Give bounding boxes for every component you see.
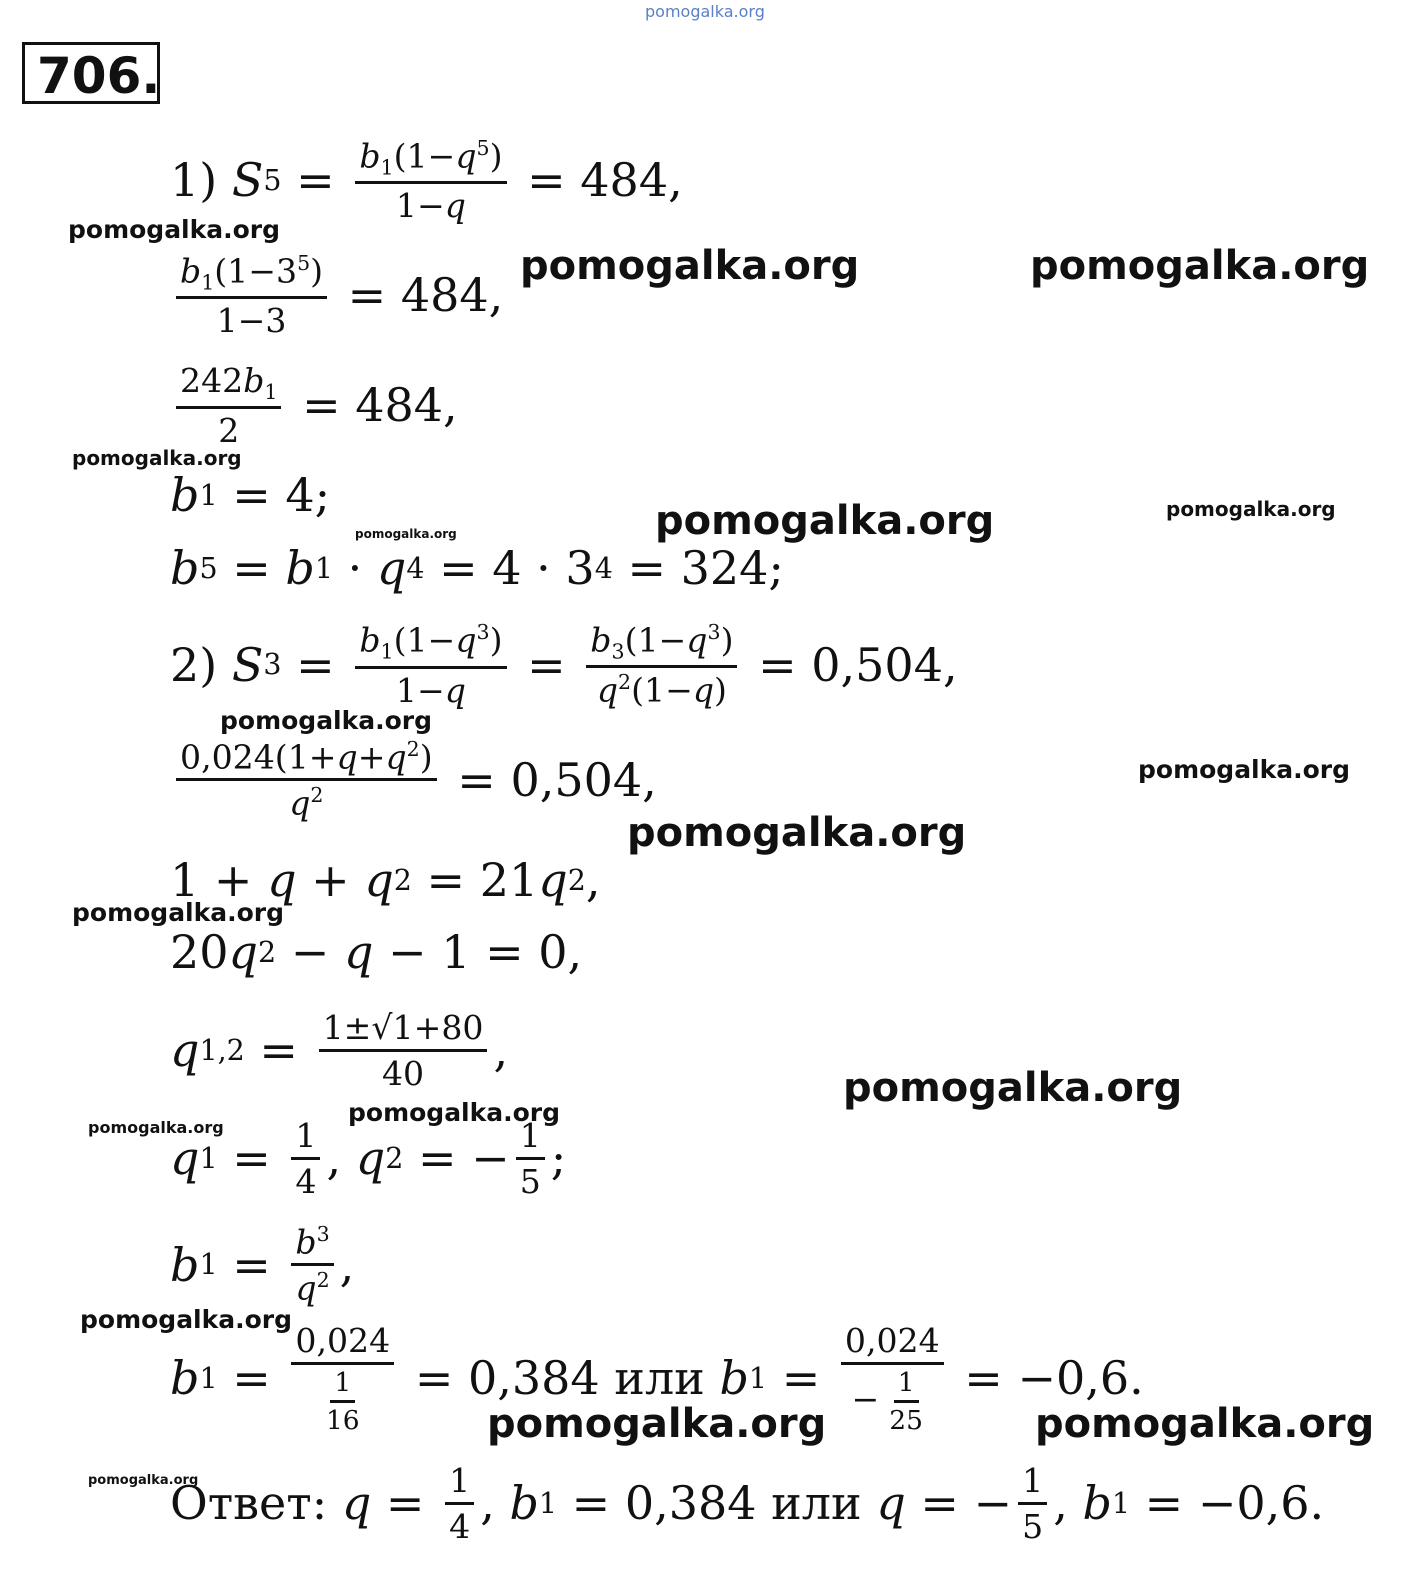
math-variable: q bbox=[355, 1131, 386, 1185]
math-text: = bbox=[281, 153, 350, 208]
math-text: ) bbox=[419, 737, 433, 777]
math-text: 0,024 bbox=[295, 1320, 391, 1360]
math-text: − 1 = 0, bbox=[373, 925, 583, 979]
math-text: = bbox=[371, 1476, 440, 1530]
fraction bbox=[885, 1367, 927, 1436]
math-text: (1− bbox=[624, 620, 687, 660]
watermark: pomogalka.org bbox=[68, 215, 281, 244]
math-variable: b bbox=[170, 541, 200, 595]
fraction bbox=[319, 1008, 488, 1093]
math-variable: S bbox=[231, 637, 264, 692]
superscript: 2 bbox=[258, 935, 277, 969]
math-variable: b bbox=[1082, 1476, 1112, 1530]
math-text: 40 bbox=[381, 1053, 425, 1093]
fraction bbox=[841, 1321, 944, 1436]
superscript: 3 bbox=[316, 1222, 330, 1246]
watermark: pomogalka.org bbox=[88, 1473, 199, 1488]
fraction-numerator bbox=[355, 620, 506, 668]
solution-line bbox=[170, 251, 503, 340]
fraction-numerator bbox=[176, 737, 437, 781]
watermark: pomogalka.org bbox=[655, 498, 995, 544]
superscript: 2 bbox=[316, 1268, 330, 1293]
watermark: pomogalka.org bbox=[72, 898, 285, 927]
watermark: pomogalka.org bbox=[220, 706, 433, 735]
math-text: 20 bbox=[170, 925, 229, 979]
fraction-numerator bbox=[586, 620, 737, 668]
fraction bbox=[176, 737, 437, 823]
subscript: 1 bbox=[380, 639, 394, 664]
math-text: (1− bbox=[393, 135, 456, 175]
math-text: , bbox=[339, 1237, 355, 1292]
math-text: 1±√1+80 bbox=[322, 1007, 484, 1047]
math-text: 1 bbox=[449, 1460, 471, 1500]
fraction bbox=[291, 1116, 320, 1201]
fraction-numerator bbox=[176, 251, 327, 299]
subscript: 1 bbox=[380, 154, 394, 179]
superscript: 2 bbox=[406, 737, 420, 761]
watermark: pomogalka.org bbox=[520, 243, 860, 289]
fraction-numerator bbox=[291, 1116, 320, 1160]
watermark: pomogalka.org bbox=[627, 810, 967, 856]
superscript: 5 bbox=[297, 250, 311, 275]
math-text: = bbox=[767, 1351, 835, 1405]
math-text: 2) bbox=[170, 637, 232, 692]
math-text: 25 bbox=[889, 1404, 923, 1436]
math-text: , bbox=[493, 1023, 509, 1077]
math-variable: b bbox=[243, 360, 265, 400]
math-variable: q bbox=[336, 737, 358, 777]
fraction-denominator bbox=[291, 1160, 320, 1201]
fraction-numerator bbox=[355, 136, 506, 184]
fraction-numerator bbox=[1018, 1461, 1047, 1505]
solution-line bbox=[170, 136, 683, 225]
math-text: 0,024 bbox=[844, 1320, 940, 1360]
math-text: 4 bbox=[295, 1161, 317, 1201]
math-text: 4 bbox=[449, 1506, 471, 1546]
math-text: , bbox=[326, 1131, 356, 1185]
watermark: pomogalka.org bbox=[355, 527, 457, 541]
math-variable: b bbox=[719, 1351, 749, 1405]
math-text: 1− bbox=[395, 185, 445, 225]
subscript: 1 bbox=[538, 1486, 558, 1520]
solution-line bbox=[170, 1461, 1324, 1546]
subscript: 3 bbox=[263, 648, 282, 682]
superscript: 3 bbox=[707, 620, 721, 644]
solution-line bbox=[170, 1116, 566, 1201]
superscript: 3 bbox=[476, 620, 490, 645]
fraction-denominator bbox=[392, 184, 470, 225]
math-variable: q bbox=[267, 853, 297, 907]
math-text: + bbox=[357, 737, 386, 777]
subscript: 1 bbox=[264, 379, 278, 404]
fraction-numerator bbox=[841, 1321, 944, 1365]
subscript: 1 bbox=[199, 478, 218, 512]
problem-number: 706. bbox=[22, 42, 160, 104]
math-variable: q bbox=[455, 135, 477, 175]
math-text: (1−3 bbox=[214, 250, 298, 290]
fraction-denominator bbox=[885, 1403, 927, 1436]
math-text: = 0,384 или bbox=[400, 1351, 720, 1405]
fraction-denominator bbox=[312, 1365, 374, 1436]
watermark: pomogalka.org bbox=[1166, 497, 1336, 521]
math-variable: q bbox=[876, 1476, 906, 1530]
superscript: 4 bbox=[406, 551, 425, 585]
fraction bbox=[1018, 1461, 1047, 1546]
subscript: 1 bbox=[199, 1248, 218, 1282]
fraction bbox=[322, 1367, 364, 1436]
math-text: 1 + bbox=[170, 853, 268, 907]
math-text: = − bbox=[905, 1476, 1013, 1530]
math-variable: b bbox=[180, 250, 202, 290]
fraction-denominator bbox=[848, 1365, 937, 1436]
math-text: = 484, bbox=[287, 378, 458, 433]
math-variable: b bbox=[285, 541, 315, 595]
math-text: 2 bbox=[218, 410, 240, 450]
fraction-denominator bbox=[593, 668, 731, 709]
math-text: = 324; bbox=[612, 541, 784, 595]
fraction bbox=[291, 1222, 333, 1308]
math-text: , bbox=[585, 853, 601, 907]
superscript: 2 bbox=[310, 783, 324, 808]
math-text: = 0,384 или bbox=[557, 1476, 877, 1530]
math-variable: q bbox=[170, 1023, 200, 1077]
math-text: = bbox=[281, 637, 350, 692]
math-text: = 484, bbox=[333, 268, 504, 323]
math-variable: q bbox=[385, 737, 407, 777]
math-text: Ответ: bbox=[170, 1476, 342, 1530]
fraction-denominator bbox=[378, 1052, 428, 1093]
math-text: = 484, bbox=[512, 153, 683, 208]
math-variable: q bbox=[538, 853, 568, 907]
solution-line bbox=[170, 737, 657, 823]
math-text: 1 bbox=[519, 1115, 541, 1155]
superscript: 5 bbox=[476, 135, 490, 160]
math-variable: q bbox=[444, 185, 466, 225]
fraction bbox=[176, 361, 281, 450]
fraction-denominator bbox=[285, 781, 327, 822]
math-text: = 0,504, bbox=[442, 752, 657, 807]
fraction-denominator bbox=[516, 1160, 545, 1201]
fraction-numerator bbox=[445, 1461, 474, 1505]
math-variable: b bbox=[590, 620, 612, 660]
solution-line bbox=[170, 925, 582, 979]
math-text: ) bbox=[489, 620, 503, 660]
watermark: pomogalka.org bbox=[348, 1098, 561, 1127]
watermark: pomogalka.org bbox=[487, 1401, 827, 1447]
math-text: (1− bbox=[631, 670, 693, 710]
subscript: 1 bbox=[201, 269, 215, 294]
math-variable: b bbox=[170, 1237, 200, 1292]
fraction-numerator bbox=[894, 1367, 919, 1403]
math-variable: q bbox=[343, 925, 374, 979]
math-text: 5 bbox=[519, 1161, 541, 1201]
watermark: pomogalka.org bbox=[88, 1118, 224, 1137]
subscript: 1 bbox=[1111, 1486, 1131, 1520]
math-text: ) bbox=[720, 620, 734, 660]
subscript: 1 bbox=[199, 1141, 218, 1175]
solution-line bbox=[170, 1222, 354, 1308]
subscript: 1 bbox=[748, 1361, 768, 1395]
math-text: , bbox=[480, 1476, 510, 1530]
subscript: 5 bbox=[199, 551, 218, 585]
superscript: 4 bbox=[594, 551, 613, 585]
watermark: pomogalka.org bbox=[72, 446, 242, 470]
fraction-numerator bbox=[319, 1008, 488, 1052]
superscript: 2 bbox=[618, 670, 632, 695]
fraction-numerator bbox=[176, 361, 281, 409]
math-text: = bbox=[217, 1351, 286, 1405]
math-text: = 4; bbox=[217, 468, 331, 522]
watermark: pomogalka.org bbox=[80, 1305, 293, 1334]
math-variable: q bbox=[444, 670, 466, 710]
math-text: = bbox=[244, 1023, 313, 1077]
fraction-numerator bbox=[291, 1222, 333, 1266]
math-variable: q bbox=[692, 670, 715, 710]
subscript: 2 bbox=[385, 1141, 404, 1175]
math-text: ; bbox=[550, 1131, 567, 1185]
math-text: + bbox=[296, 853, 365, 907]
subscript: 3 bbox=[611, 639, 625, 664]
fraction-denominator bbox=[392, 669, 470, 710]
solution-line bbox=[170, 541, 784, 595]
math-text: ) bbox=[489, 135, 503, 175]
math-variable: q bbox=[341, 1476, 372, 1530]
math-text: = 0,504, bbox=[743, 637, 958, 692]
math-text: = bbox=[217, 541, 286, 595]
fraction bbox=[445, 1461, 474, 1546]
math-text: = 21 bbox=[411, 853, 539, 907]
math-text: ) bbox=[310, 250, 324, 290]
math-variable: q bbox=[295, 1268, 317, 1308]
math-variable: S bbox=[231, 153, 264, 208]
solution-line bbox=[170, 468, 330, 522]
math-text: 0,024(1+ bbox=[180, 737, 337, 777]
fraction bbox=[355, 620, 506, 709]
fraction bbox=[291, 1321, 394, 1436]
math-text: 16 bbox=[325, 1404, 360, 1436]
math-text: 242 bbox=[180, 360, 244, 400]
fraction-denominator bbox=[1018, 1505, 1047, 1546]
math-variable: q bbox=[170, 1131, 200, 1185]
fraction-numerator bbox=[291, 1321, 394, 1365]
math-text: 1 bbox=[897, 1366, 915, 1398]
math-text: ) bbox=[714, 670, 727, 710]
math-text: = 4 · 3 bbox=[424, 541, 595, 595]
watermark: pomogalka.org bbox=[645, 2, 765, 21]
fraction-denominator bbox=[291, 1266, 333, 1307]
math-variable: b bbox=[359, 620, 381, 660]
superscript: 2 bbox=[393, 863, 412, 897]
subscript: 1,2 bbox=[199, 1033, 245, 1067]
math-text: , bbox=[1053, 1476, 1083, 1530]
math-variable: q bbox=[228, 925, 258, 979]
fraction-denominator bbox=[322, 1403, 364, 1436]
math-text: = − bbox=[403, 1131, 510, 1185]
solution-line bbox=[170, 361, 458, 450]
math-variable: q bbox=[596, 670, 619, 710]
fraction bbox=[176, 251, 327, 340]
math-variable: q bbox=[455, 620, 477, 660]
math-text: (1− bbox=[393, 620, 456, 660]
watermark: pomogalka.org bbox=[1035, 1401, 1375, 1447]
math-text: 1− bbox=[395, 670, 445, 710]
math-variable: b bbox=[295, 1222, 317, 1262]
math-text: − bbox=[851, 1379, 880, 1418]
math-variable: q bbox=[289, 783, 311, 823]
math-variable: b bbox=[509, 1476, 539, 1530]
math-variable: b bbox=[170, 468, 200, 522]
fraction bbox=[586, 620, 737, 710]
math-text: = −0,6. bbox=[949, 1351, 1144, 1405]
math-variable: q bbox=[364, 853, 394, 907]
fraction-denominator bbox=[445, 1505, 474, 1546]
math-text: · bbox=[333, 541, 377, 595]
subscript: 1 bbox=[314, 551, 334, 585]
math-variable: b bbox=[170, 1351, 200, 1405]
math-text: = bbox=[217, 1131, 286, 1185]
math-text: = bbox=[217, 1237, 286, 1292]
fraction-denominator bbox=[214, 409, 243, 450]
math-text: = −0,6. bbox=[1130, 1476, 1325, 1530]
math-text: 1) bbox=[170, 153, 232, 208]
math-text: = bbox=[512, 637, 581, 692]
solution-line bbox=[170, 1008, 508, 1093]
superscript: 2 bbox=[567, 863, 586, 897]
watermark: pomogalka.org bbox=[1030, 243, 1370, 289]
math-text: 1 bbox=[1022, 1460, 1044, 1500]
math-text: 1 bbox=[334, 1366, 352, 1398]
math-variable: q bbox=[686, 620, 708, 660]
math-text: − bbox=[276, 925, 344, 979]
subscript: 1 bbox=[199, 1361, 218, 1395]
math-variable: q bbox=[376, 541, 407, 595]
solution-line bbox=[170, 620, 958, 710]
math-variable: b bbox=[359, 135, 381, 175]
fraction bbox=[355, 136, 506, 225]
math-text: 1−3 bbox=[216, 300, 287, 340]
watermark: pomogalka.org bbox=[1138, 755, 1351, 784]
fraction-denominator bbox=[213, 299, 291, 340]
watermark: pomogalka.org bbox=[843, 1065, 1183, 1111]
fraction-numerator bbox=[330, 1367, 355, 1403]
subscript: 5 bbox=[263, 163, 282, 197]
math-text: 1 bbox=[295, 1115, 317, 1155]
math-text: 5 bbox=[1022, 1506, 1044, 1546]
fraction bbox=[516, 1116, 545, 1201]
